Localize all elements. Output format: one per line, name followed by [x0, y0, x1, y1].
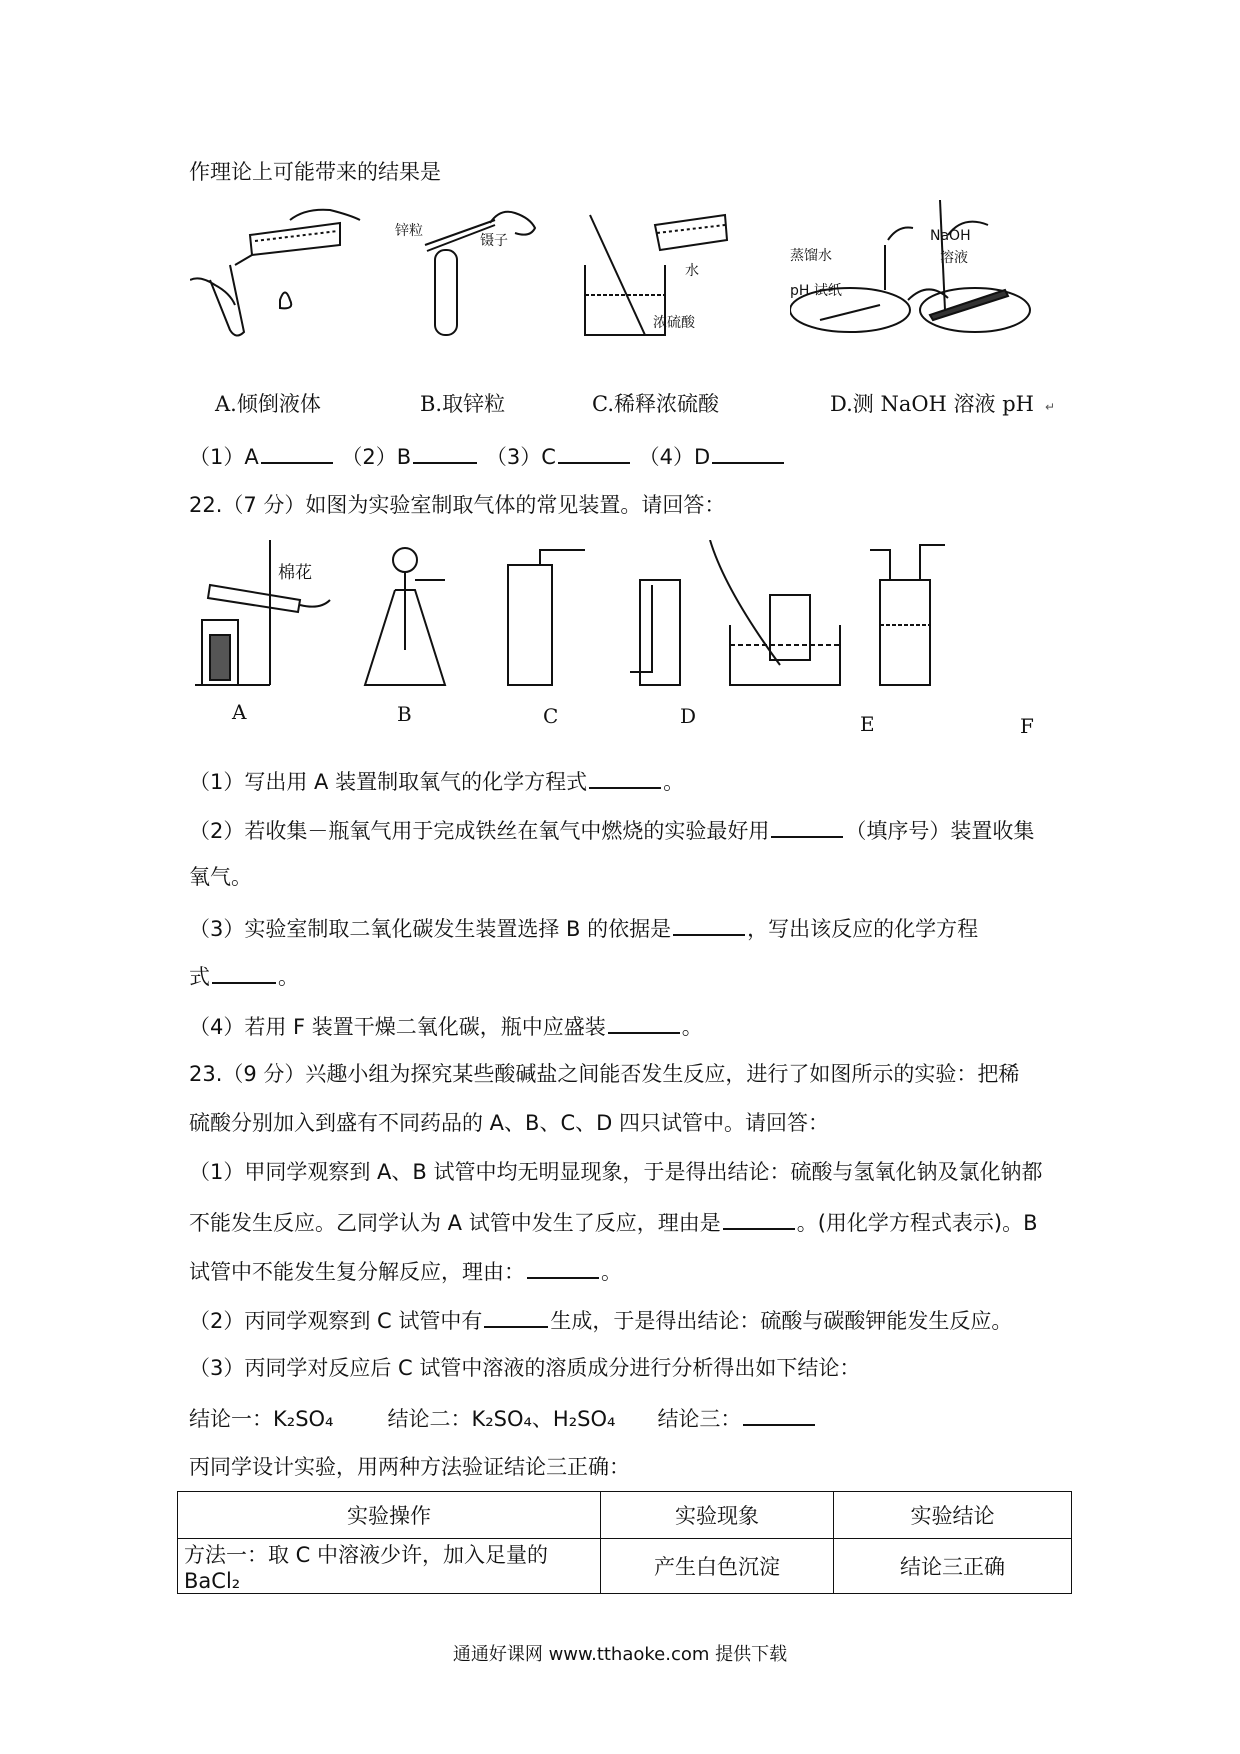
apparatus-label-f: F	[1020, 714, 1034, 738]
apparatus-label-b: B	[397, 702, 412, 726]
table-cell: 产生白色沉淀	[601, 1539, 834, 1594]
page-footer: 通通好课网 www.tthaoke.com 提供下载	[452, 1644, 788, 1665]
svg-text:锌粒: 锌粒	[395, 223, 423, 239]
blank-22-1[interactable]	[589, 768, 661, 789]
q23-line3: （1）甲同学观察到 A、B 试管中均无明显现象，于是得出结论：硫酸与氢氧化钠及氯化钠都	[189, 1160, 1043, 1184]
table-header-row	[178, 1492, 1072, 1539]
answer-blank-b[interactable]	[413, 443, 477, 464]
caption-d: D.测 NaOH 溶液 pH	[830, 392, 1034, 416]
q23-line4: 不能发生反应。乙同学认为 A 试管中发生了反应，理由是 。(用化学方程式表示)。B	[189, 1210, 1038, 1235]
q22-part3: （3）实验室制取二氧化碳发生装置选择 B 的依据是 ，写出该反应的化学方程	[189, 916, 979, 941]
blank-23-3[interactable]	[743, 1405, 815, 1426]
table-cell: 结论三正确	[834, 1539, 1072, 1594]
q21-answers: （1）A （2）B （3）C （4）D	[189, 443, 786, 470]
return-mark: ↵	[1045, 400, 1056, 414]
caption-c: C.稀释浓硫酸	[592, 392, 719, 416]
svg-text:浓硫酸: 浓硫酸	[653, 315, 695, 331]
take-zinc-figure	[395, 205, 545, 345]
table-header: 实验操作	[178, 1492, 601, 1539]
blank-22-2[interactable]	[771, 817, 843, 838]
apparatus-label-c: C	[543, 704, 559, 728]
svg-text:镊子: 镊子	[480, 233, 508, 249]
q22-part4: （4）若用 F 装置干燥二氧化碳，瓶中应盛装 。	[189, 1014, 703, 1039]
table-row	[178, 1539, 1072, 1594]
q22-part2-cont: 氧气。	[189, 865, 252, 889]
q23-line1: 23.（9 分）兴趣小组为探究某些酸碱盐之间能否发生反应，进行了如图所示的实验：把稀	[189, 1062, 1020, 1086]
svg-text:蒸馏水: 蒸馏水	[790, 248, 832, 264]
apparatus-label-d: D	[680, 704, 697, 728]
table-header: 实验结论	[834, 1492, 1072, 1539]
q22-part2: （2）若收集－瓶氧气用于完成铁丝在氧气中燃烧的实验最好用 （填序号）装置收集	[189, 818, 1035, 843]
top-line: 作理论上可能带来的结果是	[189, 160, 441, 184]
answer-blank-d[interactable]	[712, 443, 784, 464]
blank-23-2[interactable]	[484, 1307, 548, 1328]
table-header: 实验现象	[601, 1492, 834, 1539]
q23-line6: （2）丙同学观察到 C 试管中有 生成，于是得出结论：硫酸与碳酸钾能发生反应。	[189, 1308, 1013, 1333]
svg-text:棉花: 棉花	[278, 563, 312, 583]
q23-line5: 试管中不能发生复分解反应，理由： 。	[189, 1259, 622, 1284]
apparatus-label-a: A	[232, 700, 247, 724]
caption-a: A.倾倒液体	[215, 392, 321, 416]
apparatus-label-e: E	[860, 712, 875, 736]
pour-liquid-figure	[190, 205, 380, 345]
measure-ph-figure	[790, 200, 1040, 350]
blank-23-1a[interactable]	[723, 1209, 795, 1230]
q23-conclusions: 结论一：K₂SO₄ 结论二：K₂SO₄、H₂SO₄ 结论三：	[189, 1405, 817, 1432]
table-cell: 方法一：取 C 中溶液少许，加入足量的 BaCl₂	[178, 1539, 601, 1594]
q22-title: 22.（7 分）如图为实验室制取气体的常见装置。请回答：	[189, 493, 726, 517]
blank-22-4[interactable]	[608, 1013, 680, 1034]
svg-text:水: 水	[685, 263, 699, 279]
blank-22-3a[interactable]	[673, 915, 745, 936]
answer-blank-c[interactable]	[558, 443, 630, 464]
blank-23-1b[interactable]	[527, 1258, 599, 1279]
experiment-table	[177, 1491, 1072, 1594]
q23-line7: （3）丙同学对反应后 C 试管中溶液的溶质成分进行分析得出如下结论：	[189, 1356, 861, 1380]
apparatus-figure	[190, 540, 1070, 690]
blank-22-3b[interactable]	[212, 963, 276, 984]
svg-text:NaOH: NaOH	[930, 228, 971, 244]
dilute-acid-figure	[575, 205, 735, 345]
answer-blank-a[interactable]	[261, 443, 333, 464]
caption-b: B.取锌粒	[420, 392, 506, 416]
q22-part1: （1）写出用 A 装置制取氧气的化学方程式 。	[189, 769, 685, 794]
q22-part3-cont: 式 。	[189, 964, 299, 989]
q23-line2: 硫酸分别加入到盛有不同药品的 A、B、C、D 四只试管中。请回答：	[189, 1111, 829, 1135]
q23-line9: 丙同学设计实验，用两种方法验证结论三正确：	[189, 1455, 630, 1479]
svg-text:溶液: 溶液	[940, 250, 968, 266]
svg-text:pH 试纸: pH 试纸	[790, 283, 842, 299]
